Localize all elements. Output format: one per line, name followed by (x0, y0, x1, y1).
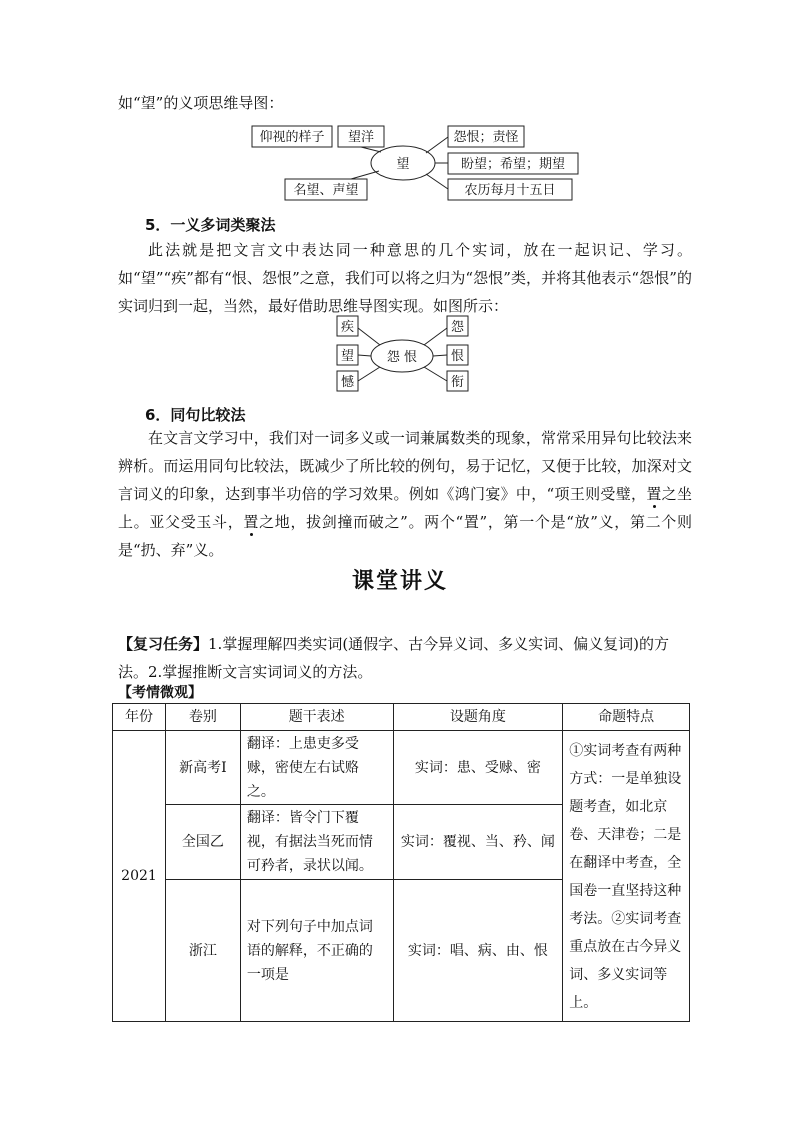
header-features: 命题特点 (563, 704, 690, 731)
section6-paragraph: 在文言文学习中，我们对一词多义或一词兼属数类的现象，常常采用异句比较法来辨析。而运用同句比较法，既减少了所比较的例句，易于记忆，又便于比较，加深对文言词义的印象，达到事半功倍的学习效果。例如《鸿门宴》中，“项王则受璧，置之坐上。亚父受玉斗，置之地，拔剑撞而破之”。两个“置”，第一个是“放”义，第二个则是“扔、弃”义。 (118, 429, 692, 559)
mindmap-wang (240, 120, 580, 204)
mm2-right-2: 衔 (450, 375, 465, 390)
mindmap-yuanhen (335, 312, 471, 394)
header-angle: 设题角度 (393, 704, 563, 731)
mm1-right-0: 怨恨；责怪 (453, 130, 519, 145)
paper-cell: 新高考Ⅰ (165, 731, 240, 805)
page-title: 课堂讲义 (351, 569, 448, 594)
angle-cell: 实词：患、受赇、密 (393, 731, 563, 805)
dotted-char-2: 置 (243, 513, 260, 531)
stem-cell: 翻译：上患吏多受赇，密使左右试赂之。 (240, 731, 393, 805)
header-paper: 卷别 (165, 704, 240, 731)
exam-table (112, 703, 690, 1022)
paper-cell: 浙江 (165, 880, 240, 1022)
mm2-left-1: 望 (340, 349, 355, 364)
review-task (118, 630, 692, 686)
mm1-right-1: 盼望；希望；期望 (460, 157, 566, 172)
situation-label: 【考情微观】 (118, 685, 202, 701)
features-cell: ①实词考查有两种方式：一是单独设题考查，如北京卷、天津卷；二是在翻译中考查，全国卷一直坚持这种考法。②实词考查重点放在古今异义词、多义实词等上。 (563, 731, 690, 1022)
mm2-center: 怨 恨 (386, 350, 418, 365)
mm1-left-2: 名望、声望 (293, 183, 359, 198)
stem-cell: 对下列句子中加点词语的解释，不正确的一项是 (240, 880, 393, 1022)
review-task-text: 1.掌握理解四类实词(通假字、古今异义词、多义实词、偏义复词)的方法。2.掌握推断文言实词词义的方法。 (118, 635, 670, 681)
mm2-left-0: 疾 (340, 320, 355, 335)
dotted-char-1: 置 (646, 485, 662, 503)
angle-cell: 实词：覆视、当、矜、闻 (393, 805, 563, 880)
mm1-left-1: 望洋 (347, 130, 375, 145)
stem-cell: 翻译：皆令门下覆视，有据法当死而情可矜者，录状以闻。 (240, 805, 393, 880)
intro-text: 如“望”的义项思维导图： (118, 94, 284, 112)
header-year: 年份 (113, 704, 166, 731)
year-cell: 2021 (113, 731, 166, 1022)
mm1-center: 望 (396, 157, 410, 172)
table-header-row (113, 704, 690, 731)
table-row (113, 731, 690, 805)
section5-title: 5．一义多词类聚法 (145, 216, 276, 234)
section5-paragraph: 此法就是把文言文中表达同一种意思的几个实词，放在一起识记、学习。如“望”“疾”都有“恨、怨恨”之意，我们可以将之归为“怨恨”类，并将其他表示“怨恨”的实词归到一起，当然，最好借助思维导图实现。如图所示： (118, 241, 692, 315)
angle-cell: 实词：唱、病、由、恨 (393, 880, 563, 1022)
review-task-label: 【复习任务】 (118, 635, 209, 653)
mm1-left-0: 仰视的样子 (259, 130, 325, 145)
header-stem: 题干表述 (240, 704, 393, 731)
mm2-left-2: 憾 (340, 375, 355, 390)
section6-title: 6．同句比较法 (145, 406, 246, 424)
mm2-right-1: 恨 (450, 349, 465, 364)
mm1-right-2: 农历每月十五日 (464, 183, 556, 198)
mm2-right-0: 怨 (450, 320, 465, 335)
paper-cell: 全国乙 (165, 805, 240, 880)
